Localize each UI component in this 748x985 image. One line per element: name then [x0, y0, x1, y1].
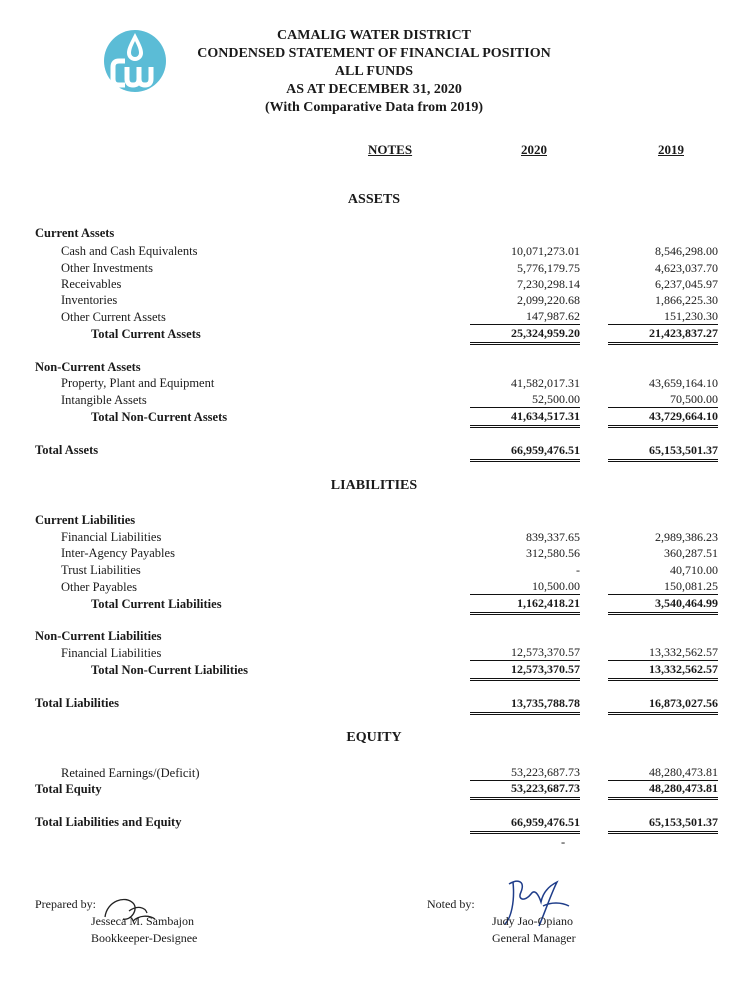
total-assets-label: Total Assets [35, 443, 99, 457]
row-label: Trust Liabilities [61, 563, 141, 577]
total-liab-equity-2020: 66,959,476.51 [470, 815, 580, 834]
total-2020: 12,573,370.57 [470, 662, 580, 681]
section-equity: EQUITY [346, 730, 402, 745]
value-2019: 6,237,045.97 [655, 277, 718, 291]
section-liabilities: LIABILITIES [330, 478, 418, 493]
total-equity-2020: 53,223,687.73 [470, 781, 580, 800]
total-liabilities-2019: 16,873,027.56 [608, 696, 718, 715]
value-2020: 147,987.62 [470, 309, 580, 325]
row-label: Financial Liabilities [61, 530, 162, 544]
current-assets-heading: Current Assets [35, 226, 115, 240]
total-liab-equity-label: Total Liabilities and Equity [35, 815, 182, 829]
total-equity-label: Total Equity [35, 782, 102, 796]
total-assets-2020: 66,959,476.51 [470, 443, 580, 462]
total-2020: 1,162,418.21 [470, 596, 580, 615]
row-label: Financial Liabilities [61, 646, 162, 660]
total-2019: 3,540,464.99 [608, 596, 718, 615]
prepared-by-label: Prepared by: [35, 897, 96, 911]
total-2019: 13,332,562.57 [608, 662, 718, 681]
col-2019: 2019 [658, 142, 684, 157]
org-name: CAMALIG WATER DISTRICT [277, 28, 471, 43]
retained-earnings-2020: 53,223,687.73 [470, 765, 580, 781]
total-2020: 25,324,959.20 [470, 326, 580, 345]
total-equity-2019: 48,280,473.81 [608, 781, 718, 800]
row-label: Other Investments [61, 261, 153, 275]
value-2019: 70,500.00 [608, 392, 718, 408]
value-2019: 360,287.51 [664, 546, 718, 560]
value-2020: 2,099,220.68 [517, 293, 580, 307]
noted-title: General Manager [492, 931, 576, 945]
row-label: Cash and Cash Equivalents [61, 244, 198, 258]
value-2020: 7,230,298.14 [517, 277, 580, 291]
section-assets: ASSETS [347, 192, 401, 207]
current-liabilities-heading: Current Liabilities [35, 513, 136, 527]
row-label: Receivables [61, 277, 122, 291]
total-2019: 43,729,664.10 [608, 409, 718, 428]
funds-label: ALL FUNDS [334, 64, 414, 79]
value-2019: 40,710.00 [670, 563, 718, 577]
value-2019: 150,081.25 [608, 579, 718, 595]
noted-name: Judy Jao-Opiano [492, 914, 573, 928]
retained-earnings-label: Retained Earnings/(Deficit) [61, 766, 200, 780]
value-2019: 8,546,298.00 [655, 244, 718, 258]
value-2019: 1,866,225.30 [655, 293, 718, 307]
total-label: Total Non-Current Assets [91, 410, 228, 424]
value-2020: 5,776,179.75 [517, 261, 580, 275]
col-notes: NOTES [368, 142, 413, 157]
total-liab-equity-2019: 65,153,501.37 [608, 815, 718, 834]
total-assets-2019: 65,153,501.37 [608, 443, 718, 462]
row-label: Property, Plant and Equipment [61, 376, 215, 390]
total-2020: 41,634,517.31 [470, 409, 580, 428]
total-liabilities-2020: 13,735,788.78 [470, 696, 580, 715]
row-label: Inventories [61, 293, 118, 307]
total-2019: 21,423,837.27 [608, 326, 718, 345]
value-2020: 312,580.56 [526, 546, 580, 560]
value-2020: 52,500.00 [470, 392, 580, 408]
value-2020: 10,500.00 [470, 579, 580, 595]
row-label: Intangible Assets [61, 393, 147, 407]
total-label: Total Non-Current Liabilities [91, 663, 248, 677]
value-2019: 43,659,164.10 [649, 376, 718, 390]
comparative-note: (With Comparative Data from 2019) [264, 100, 483, 115]
value-2020: - [576, 563, 580, 577]
value-2020: 41,582,017.31 [511, 376, 580, 390]
row-label: Other Current Assets [61, 310, 166, 324]
value-2020: 10,071,273.01 [511, 244, 580, 258]
col-2020: 2020 [521, 142, 547, 157]
noncurrent-liabilities-heading: Non-Current Liabilities [35, 629, 162, 643]
retained-earnings-2019: 48,280,473.81 [608, 765, 718, 781]
value-2020: 12,573,370.57 [470, 645, 580, 661]
row-label: Other Payables [61, 580, 138, 594]
statement-title: CONDENSED STATEMENT OF FINANCIAL POSITION [197, 46, 551, 61]
value-2020: 839,337.65 [526, 530, 580, 544]
statement-date: AS AT DECEMBER 31, 2020 [286, 82, 462, 97]
value-2019: 4,623,037.70 [655, 261, 718, 275]
total-label: Total Current Liabilities [91, 597, 222, 611]
value-2019: 151,230.30 [608, 309, 718, 325]
prepared-title: Bookkeeper-Designee [91, 931, 198, 945]
prepared-name: Jesseca M. Sambajon [91, 914, 194, 928]
noncurrent-assets-heading: Non-Current Assets [35, 360, 141, 374]
total-liabilities-label: Total Liabilities [35, 696, 119, 710]
total-label: Total Current Assets [91, 327, 201, 341]
value-2019: 13,332,562.57 [608, 645, 718, 661]
row-label: Inter-Agency Payables [61, 546, 175, 560]
stray-dash: - [561, 835, 566, 849]
noted-by-label: Noted by: [427, 897, 475, 911]
value-2019: 2,989,386.23 [655, 530, 718, 544]
